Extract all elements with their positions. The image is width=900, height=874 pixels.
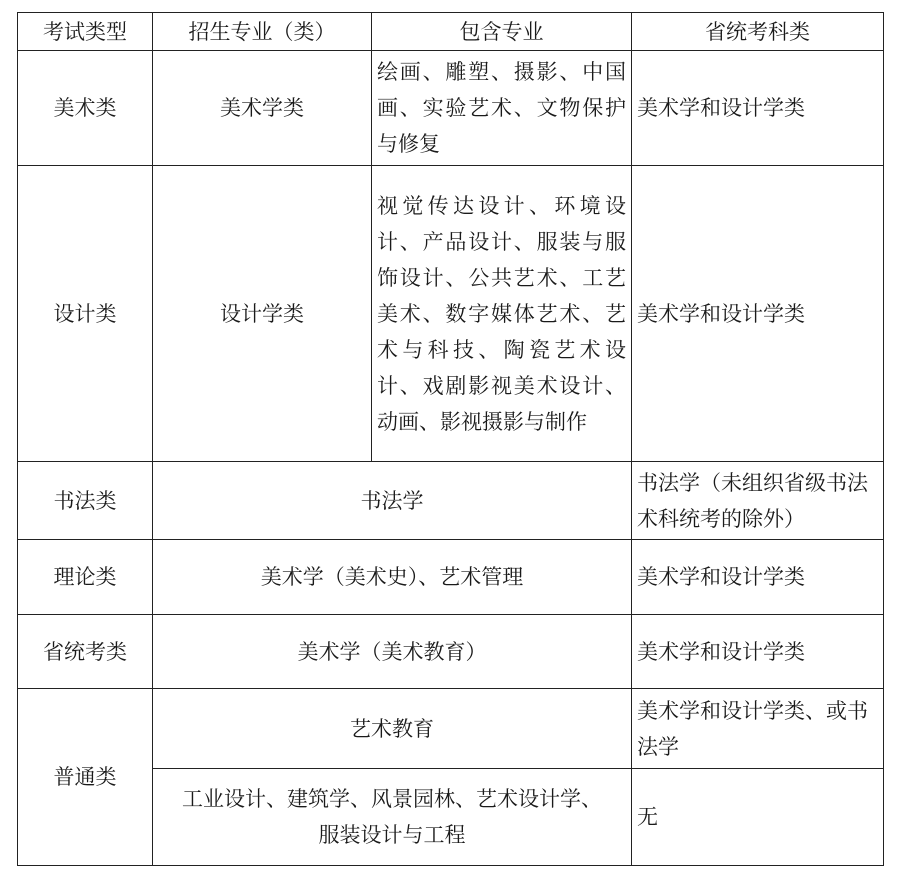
- exam-type-cell: 普通类: [18, 689, 153, 866]
- row-provincial-exam: [18, 615, 884, 689]
- row-calligraphy: [18, 462, 884, 540]
- header-exam-type: 考试类型: [18, 13, 153, 51]
- included-majors-cell: 视觉传达设计、环境设计、产品设计、服装与服饰设计、公共艺术、工艺美术、数字媒体艺术、艺术与科技、陶瓷艺术设计、戏剧影视美术设计、动画、影视摄影与制作: [372, 166, 632, 462]
- included-majors-cell: 绘画、雕塑、摄影、中国画、实验艺术、文物保护与修复: [372, 51, 632, 166]
- row-theory: [18, 540, 884, 615]
- provincial-exam-cell: 美术学和设计学类: [632, 51, 884, 166]
- provincial-exam-cell: 书法学（未组织省级书法术科统考的除外）: [632, 462, 884, 540]
- enrollment-major-cell: 工业设计、建筑学、风景园林、艺术设计学、 服装设计与工程: [153, 769, 632, 866]
- provincial-exam-cell: 美术学和设计学类: [632, 615, 884, 689]
- enrollment-major-cell: 艺术教育: [153, 689, 632, 769]
- exam-type-cell: 书法类: [18, 462, 153, 540]
- exam-type-cell: 美术类: [18, 51, 153, 166]
- provincial-exam-cell: 美术学和设计学类: [632, 540, 884, 615]
- enrollment-major-cell: 书法学: [153, 462, 632, 540]
- enrollment-major-cell: 设计学类: [153, 166, 372, 462]
- row-general-1: [18, 689, 884, 769]
- provincial-exam-cell: 美术学和设计学类、或书法学: [632, 689, 884, 769]
- enrollment-major-cell: 美术学（美术教育）: [153, 615, 632, 689]
- enrollment-major-cell: 美术学（美术史）、艺术管理: [153, 540, 632, 615]
- header-provincial-exam: 省统考科类: [632, 13, 884, 51]
- provincial-exam-cell: 美术学和设计学类: [632, 166, 884, 462]
- provincial-exam-cell: 无: [632, 769, 884, 866]
- exam-type-cell: 理论类: [18, 540, 153, 615]
- header-row: [18, 13, 884, 51]
- row-design: [18, 166, 884, 462]
- majors-table: [17, 12, 884, 866]
- exam-type-cell: 省统考类: [18, 615, 153, 689]
- row-fine-arts: [18, 51, 884, 166]
- exam-type-cell: 设计类: [18, 166, 153, 462]
- header-enrollment-major: 招生专业（类）: [153, 13, 372, 51]
- header-included-majors: 包含专业: [372, 13, 632, 51]
- enrollment-major-cell: 美术学类: [153, 51, 372, 166]
